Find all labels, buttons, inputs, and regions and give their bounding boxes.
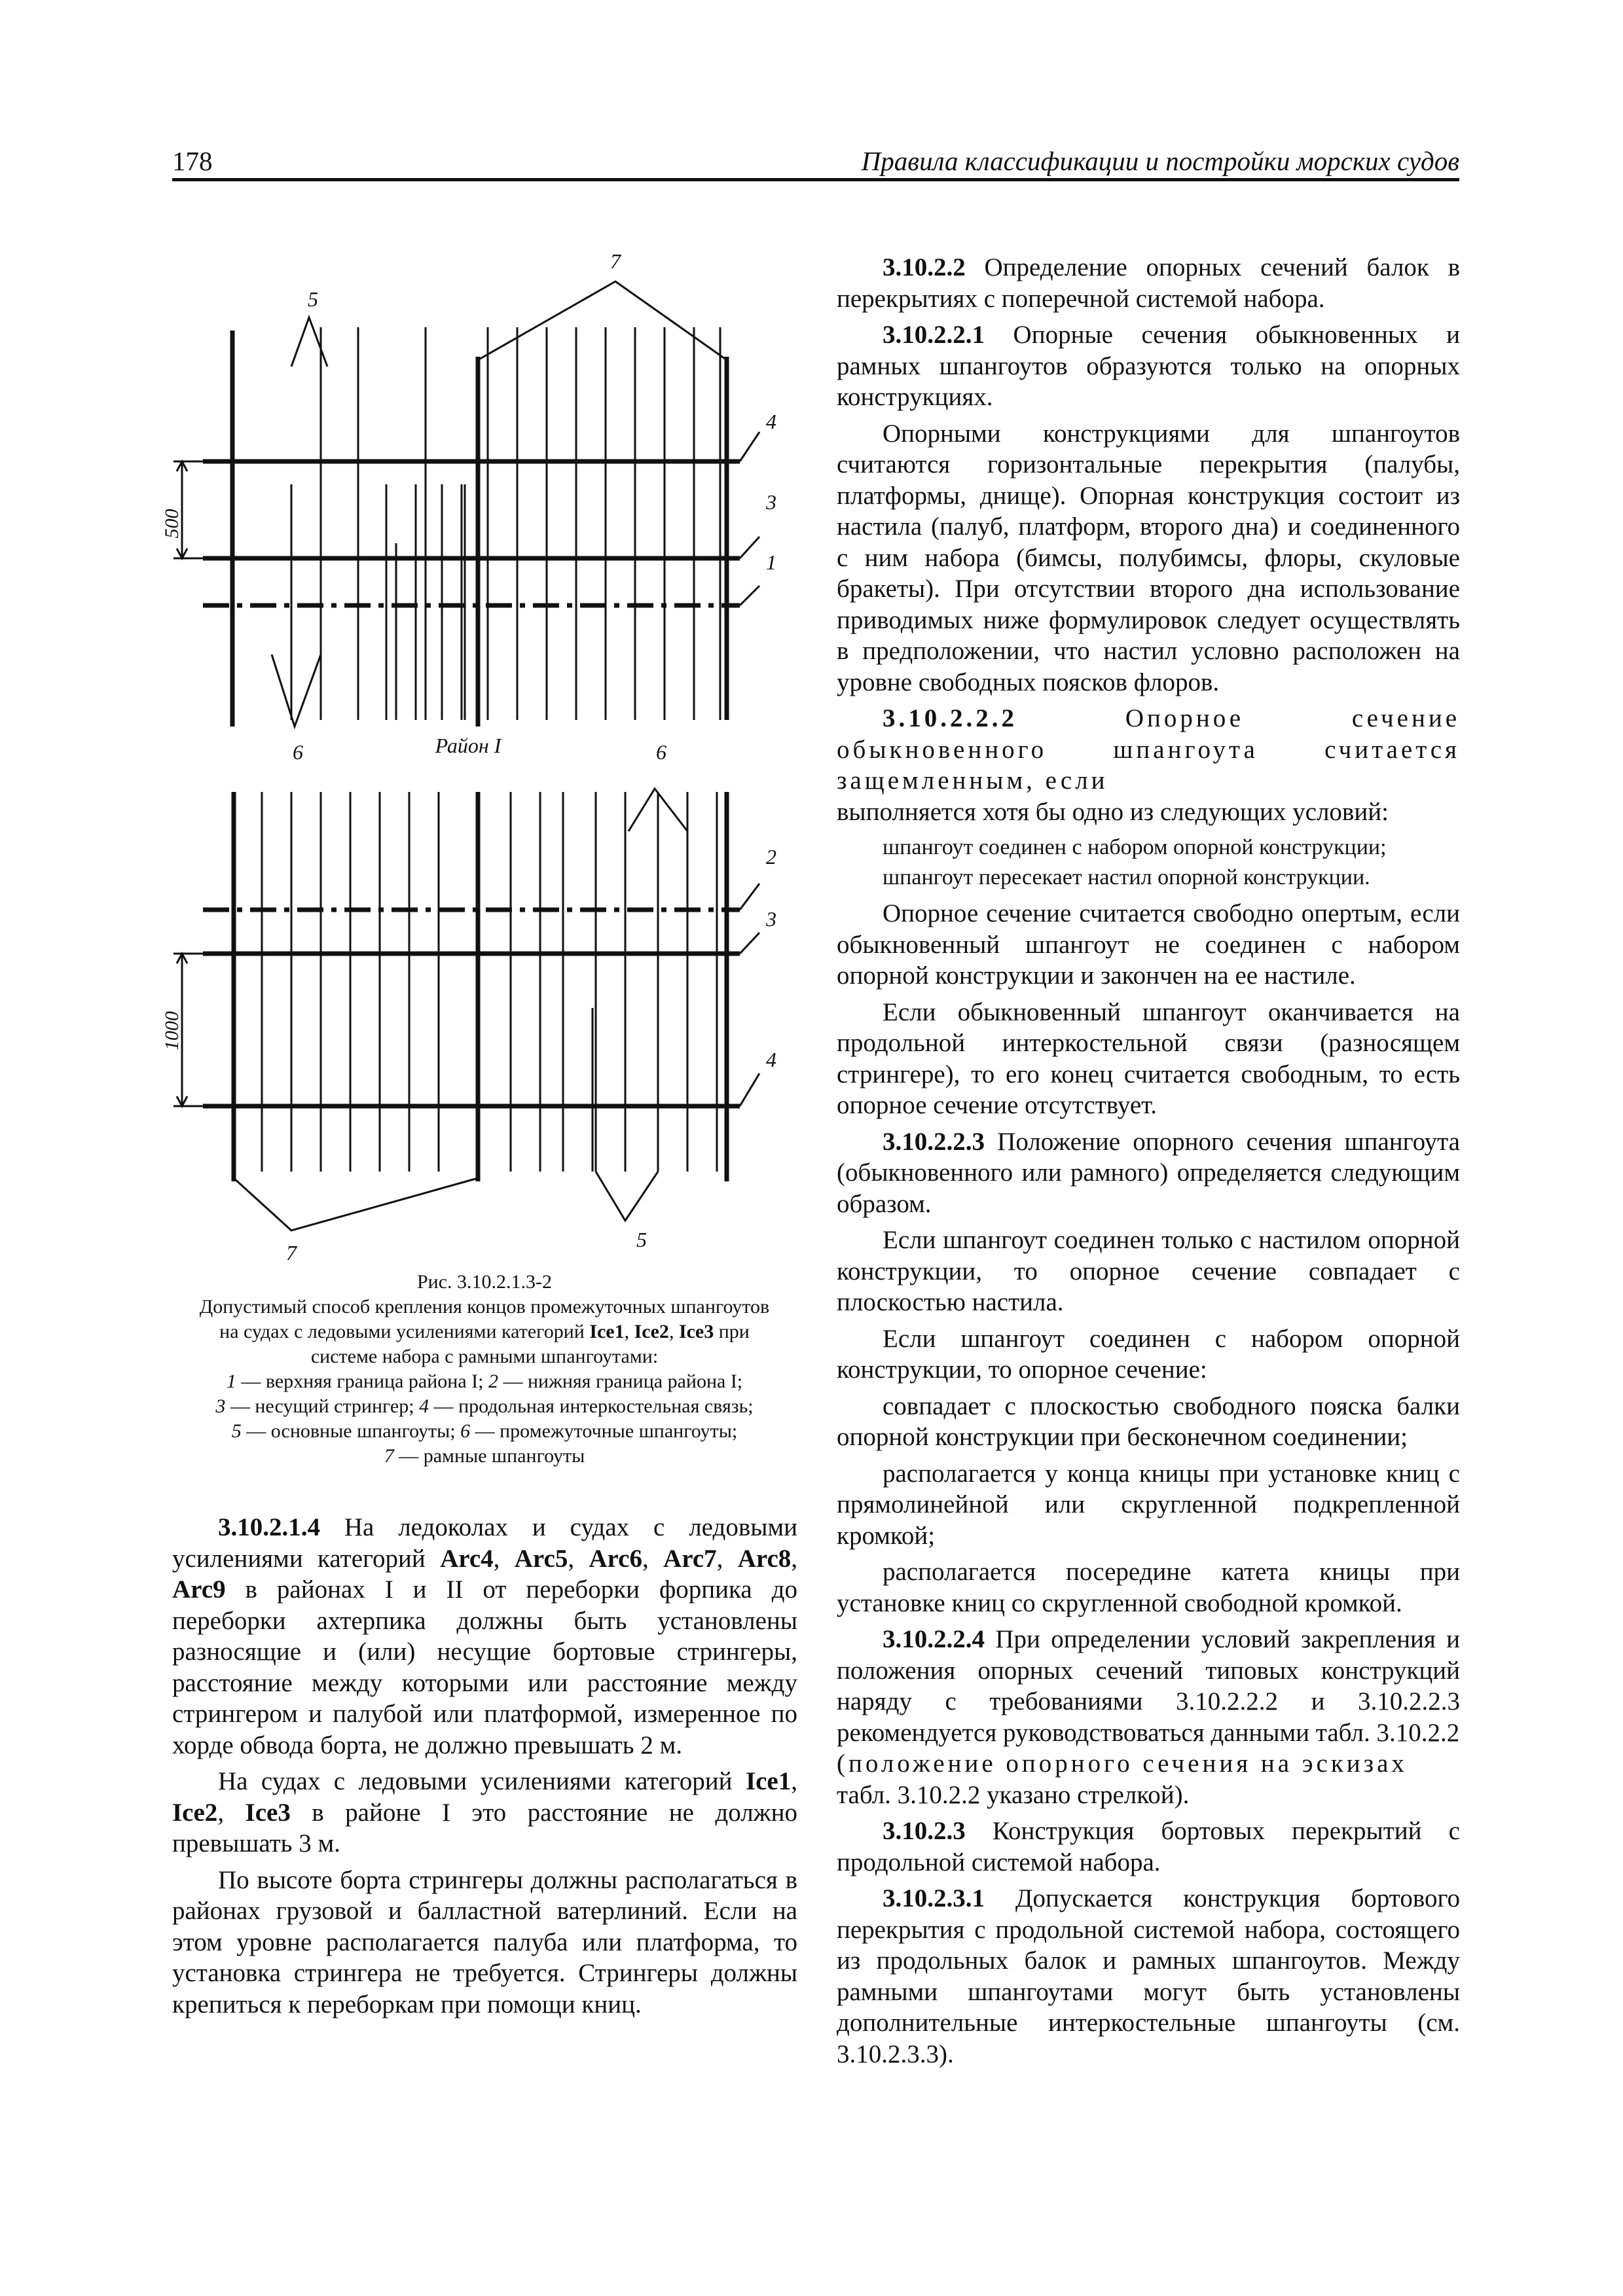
list-item-coincides: совпадает с плоскостью свободного пояска балки опорной конструкции при бесконечном соединении;: [837, 1391, 1460, 1451]
dim-500-label: 500: [161, 509, 183, 539]
paragraph-3-10-2-2-2-cont: выполняется хотя бы одно из следующих условий:: [837, 797, 1389, 826]
paragraph-3-10-2-2-3: 3.10.2.2.3 Положение опорного сечения шпангоута (обыкновенного или рамного) определяется следующим образом.: [837, 1127, 1460, 1218]
dim-1000-label: 1000: [161, 1011, 183, 1050]
label-7-bottom: 7: [286, 1241, 297, 1265]
caption-legend-1-2: 1 — верхняя граница района I; 2 — нижняя граница района I;: [226, 1371, 743, 1392]
paragraph-3-10-2-2: 3.10.2.2 Определение опорных сечений балок в перекрытиях с поперечной системой набора.: [837, 253, 1460, 313]
top-frame-5-bracket: [291, 317, 327, 367]
running-title: Правила классификации и постройки морских судов: [861, 146, 1459, 176]
caption-legend-7: 7 — рамные шпангоуты: [384, 1445, 585, 1467]
caption-line-2: на судах с ледовыми усилениями категорий Ice1, Ice2, Ice3 при: [219, 1321, 750, 1342]
label-2-bottom: 2: [766, 845, 776, 869]
label-6-bottom: 6: [656, 740, 666, 764]
list-item-condition-2: шпангоут пересекает настил опорной конструкции.: [883, 865, 1370, 889]
top-diagram: [173, 281, 759, 726]
bottom-web-frames: [234, 792, 727, 1181]
top-web-frames: [232, 331, 727, 726]
paragraph-3-10-2-2-4-end: табл. 3.10.2.2 указано стрелкой).: [837, 1780, 1190, 1809]
caption-legend-5-6: 5 — основные шпангоуты; 6 — промежуточные шпангоуты;: [231, 1420, 738, 1442]
paragraph-3-10-2-3-1: 3.10.2.3.1 Допускается конструкция бортового перекрытия с продольной системой набора, состоящего из продольных балок и рамных шпангоутов. Между рамными шпангоутами могут быть установлены дополнительные интеркостельные шпангоуты (см. 3.10.2.3.3).: [837, 1884, 1460, 2068]
caption-legend-3-4: 3 — несущий стрингер; 4 — продольная интеркостельная связь;: [215, 1395, 754, 1417]
label-1-top: 1: [766, 550, 776, 574]
paragraph-3-10-2-1-4: 3.10.2.1.4 На ледоколах и судах с ледовыми усилениями категорий Arc4, Arc5, Arc6, Arc7, Arc8, Arc9 в районах I и II от переборки форпика до переборки ахтерпика должны быть установлены разносящие и (или) несущие бортовые стрингеры, расстояние между которыми или расстояние между стрингером и палубой или платформой, измеренное по хорде обвода борта, не должно превышать 2 м.: [172, 1513, 798, 1759]
top-frame-6-bracket: [272, 655, 321, 726]
paragraph-simply-supported: Опорное сечение считается свободно опертым, если обыкновенный шпангоут не соединен с набором опорной конструкции и закончен на ее настиле.: [837, 899, 1460, 990]
bottom-frame-5-bracket: [596, 1172, 658, 1221]
label-3-bottom: 3: [766, 907, 776, 931]
label-5-bottom: 5: [636, 1228, 647, 1251]
paragraph-3-10-2-2-2: 3.10.2.2.2 Опорное сечение обыкновенного шпангоута считается защемленным, если: [837, 704, 1460, 795]
paragraph-3-10-2-2-1: 3.10.2.2.1 Опорные сечения обыкновенных и рамных шпангоутов образуются только на опорных конструкциях.: [837, 321, 1460, 411]
paragraph-3-10-2-2-4: 3.10.2.2.4 При определении условий закрепления и положения опорных сечений типовых конструкций наряду с требованиями 3.10.2.2.2 и 3.10.2.2.3 рекомендуется руководствоваться данными табл. 3.10.2.2: [837, 1625, 1460, 1747]
right-column: [837, 252, 1460, 2075]
paragraph-stringers: По высоте борта стрингеры должны располагаться в районах грузовой и балластной ватерлиний. Если на этом уровне располагается палуба или платформа, то установка стрингера не требуется. Стрингеры должны крепиться к переборкам при помощи книц.: [172, 1865, 797, 2018]
paragraph-3-10-2-2-4-cont: (положение опорного сечения на эскизах: [837, 1749, 1408, 1778]
top-thin-frames: [291, 327, 720, 720]
label-5-top: 5: [308, 287, 318, 311]
label-6-top: 6: [293, 740, 303, 764]
paragraph-ice-region: На судах с ледовыми усилениями категорий Ice1, Ice2, Ice3 в районе I это расстояние не должно превышать 3 м.: [172, 1767, 798, 1857]
label-7-top: 7: [610, 249, 621, 273]
caption-line-1: Допустимый способ крепления концов промежуточных шпангоутов: [199, 1296, 770, 1318]
caption-title: Рис. 3.10.2.1.3-2: [416, 1271, 553, 1293]
left-column: [172, 1512, 797, 2025]
bottom-diagram: [173, 789, 759, 1230]
region-label: Район I: [435, 734, 501, 757]
bottom-frame-7-bracket: [234, 1178, 478, 1230]
header-rule: [172, 178, 1459, 181]
bottom-thin-frames: [262, 792, 717, 1172]
figure-frame-diagram: [161, 236, 805, 1270]
page-number: 178: [172, 146, 213, 176]
list-item-condition-1: шпангоут соединен с набором опорной конструкции;: [883, 835, 1387, 859]
paragraph-free-end: Если обыкновенный шпангоут оканчивается на продольной интеркостельной связи (разносящем стрингере), то его конец считается свободным, то есть опорное сечение отсутствует.: [837, 997, 1460, 1119]
label-4-bottom: 4: [766, 1048, 776, 1071]
label-4-top: 4: [766, 410, 776, 433]
paragraph-deck-connection: Если шпангоут соединен только с настилом опорной конструкции, то опорное сечение совпадает с плоскостью настила.: [837, 1226, 1460, 1316]
label-3-top: 3: [766, 490, 776, 514]
paragraph-support-structures: Опорными конструкциями для шпангоутов считаются горизонтальные перекрытия (палубы, платформы, днище). Опорная конструкция состоит из настила (палуб, платформ, второго дна) и соединенного с ним набора (бимсы, полубимсы, флоры, скуловые бракеты). При отсутствии второго дна использование приводимых ниже формулировок следует осуществлять в предположении, что настил условно расположен на уровне свободных поясков флоров.: [837, 419, 1460, 696]
top-frame-7-bracket: [478, 281, 727, 360]
figure-caption: [164, 1270, 805, 1469]
list-item-bracket-middle: располагается посередине катета кницы при установке книц со скругленной свободной кромкой.: [837, 1558, 1460, 1617]
paragraph-framing-connection: Если шпангоут соединен с набором опорной конструкции, то опорное сечение:: [837, 1324, 1460, 1384]
caption-line-3: системе набора с рамными шпангоутами:: [310, 1346, 659, 1367]
list-item-bracket-end: располагается у конца кницы при установке книц с прямолинейной или скругленной подкрепленной кромкой;: [837, 1459, 1460, 1550]
paragraph-3-10-2-3: 3.10.2.3 Конструкция бортовых перекрытий с продольной системой набора.: [837, 1817, 1460, 1876]
